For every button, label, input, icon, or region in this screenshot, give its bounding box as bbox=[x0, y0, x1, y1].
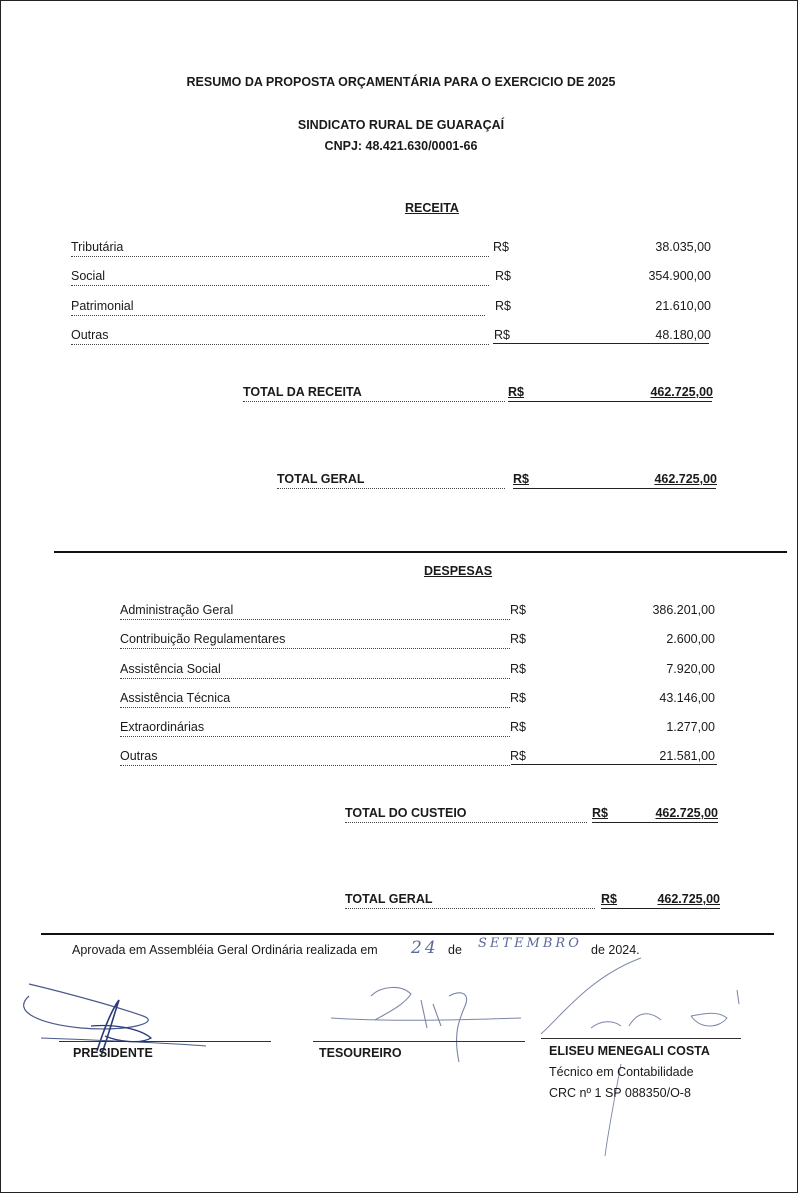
receita-value: 21.610,00 bbox=[655, 299, 711, 313]
approval-month: SETEMBRO bbox=[478, 936, 582, 951]
leader-dots bbox=[71, 269, 489, 286]
currency: R$ bbox=[601, 892, 617, 906]
despesa-row bbox=[120, 662, 715, 680]
receita-label: Tributária bbox=[71, 240, 126, 254]
document-title: RESUMO DA PROPOSTA ORÇAMENTÁRIA PARA O EXERCICIO DE 2025 bbox=[186, 75, 616, 89]
leader-dots bbox=[120, 749, 510, 766]
total-value: 462.725,00 bbox=[654, 472, 717, 486]
total-label: TOTAL GERAL bbox=[277, 472, 368, 486]
cnpj: CNPJ: 48.421.630/0001-66 bbox=[324, 139, 478, 153]
despesa-label: Administração Geral bbox=[120, 603, 236, 617]
despesa-value: 386.201,00 bbox=[652, 603, 715, 617]
total-rule bbox=[508, 401, 712, 402]
total-rule bbox=[601, 908, 720, 909]
currency: R$ bbox=[508, 385, 524, 399]
despesa-label: Assistência Social bbox=[120, 662, 224, 676]
despesa-row bbox=[120, 603, 715, 621]
presidente-label: PRESIDENTE bbox=[73, 1046, 153, 1060]
total-label: TOTAL GERAL bbox=[345, 892, 436, 906]
currency: R$ bbox=[510, 662, 526, 676]
total-value: 462.725,00 bbox=[650, 385, 713, 399]
subtotal-rule bbox=[493, 343, 709, 344]
currency: R$ bbox=[510, 720, 526, 734]
presidente-signature-line bbox=[59, 1041, 271, 1042]
despesa-value: 7.920,00 bbox=[666, 662, 715, 676]
despesa-value: 2.600,00 bbox=[666, 632, 715, 646]
total-value: 462.725,00 bbox=[655, 806, 718, 820]
currency: R$ bbox=[495, 269, 511, 283]
receita-value: 38.035,00 bbox=[655, 240, 711, 254]
tesoureiro-label: TESOUREIRO bbox=[319, 1046, 402, 1060]
contador-role: Técnico em Contabilidade bbox=[549, 1065, 694, 1079]
receita-value: 48.180,00 bbox=[655, 328, 711, 342]
currency: R$ bbox=[495, 299, 511, 313]
despesa-row bbox=[120, 720, 715, 738]
total-label: TOTAL DO CUSTEIO bbox=[345, 806, 470, 820]
despesa-row bbox=[120, 632, 715, 650]
despesa-label: Contribuição Regulamentares bbox=[120, 632, 288, 646]
approval-text: Aprovada em Assembléia Geral Ordinária realizada em bbox=[72, 943, 378, 957]
receita-heading: RECEITA bbox=[405, 201, 459, 215]
contador-signature-line bbox=[541, 1038, 741, 1039]
total-label: TOTAL DA RECEITA bbox=[243, 385, 365, 399]
despesa-value: 1.277,00 bbox=[666, 720, 715, 734]
total-value: 462.725,00 bbox=[657, 892, 720, 906]
currency: R$ bbox=[510, 603, 526, 617]
receita-value: 354.900,00 bbox=[648, 269, 711, 283]
receita-label: Patrimonial bbox=[71, 299, 137, 313]
despesa-value: 43.146,00 bbox=[659, 691, 715, 705]
approval-day: 24 bbox=[411, 938, 439, 958]
contador-name: ELISEU MENEGALI COSTA bbox=[549, 1044, 710, 1058]
currency: R$ bbox=[510, 632, 526, 646]
despesa-value: 21.581,00 bbox=[659, 749, 715, 763]
currency: R$ bbox=[510, 691, 526, 705]
despesa-label: Assistência Técnica bbox=[120, 691, 233, 705]
currency: R$ bbox=[493, 240, 509, 254]
despesas-heading: DESPESAS bbox=[424, 564, 493, 578]
currency: R$ bbox=[510, 749, 526, 763]
despesa-label: Outras bbox=[120, 749, 161, 763]
leader-dots bbox=[71, 240, 489, 257]
despesa-label: Extraordinárias bbox=[120, 720, 207, 734]
tesoureiro-signature-line bbox=[313, 1041, 525, 1042]
receita-row bbox=[71, 299, 711, 317]
approval-de: de bbox=[448, 943, 462, 957]
total-rule bbox=[513, 488, 716, 489]
currency: R$ bbox=[592, 806, 608, 820]
receita-row bbox=[71, 269, 711, 287]
despesa-row bbox=[120, 691, 715, 709]
currency: R$ bbox=[513, 472, 529, 486]
contador-crc: CRC nº 1 SP 088350/O-8 bbox=[549, 1086, 691, 1100]
receita-label: Outras bbox=[71, 328, 112, 342]
approval-divider bbox=[41, 933, 774, 935]
approval-year: de 2024. bbox=[591, 943, 640, 957]
receita-row bbox=[71, 240, 711, 258]
total-rule bbox=[592, 822, 718, 823]
section-divider bbox=[54, 551, 787, 553]
leader-dots bbox=[71, 328, 489, 345]
currency: R$ bbox=[494, 328, 510, 342]
organization-name: SINDICATO RURAL DE GUARAÇAÍ bbox=[297, 118, 505, 132]
subtotal-rule bbox=[511, 764, 717, 765]
signature-scribbles bbox=[1, 956, 800, 1166]
receita-label: Social bbox=[71, 269, 108, 283]
